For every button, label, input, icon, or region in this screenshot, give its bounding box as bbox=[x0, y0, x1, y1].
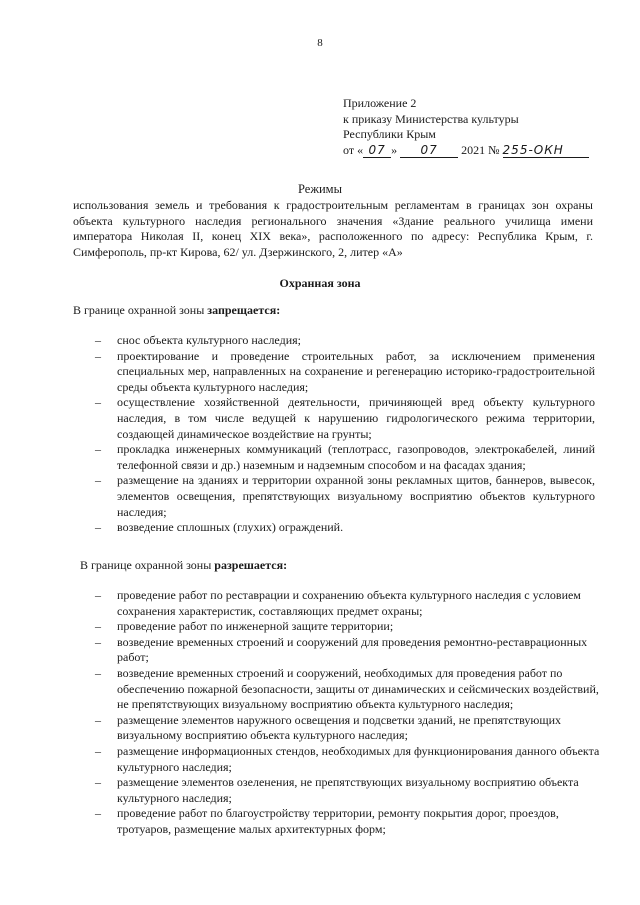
appendix-block bbox=[343, 96, 589, 158]
list-item-text: проведение работ по благоустройству территории, ремонту покрытия дорог, проездов, тротуаров, размещение малых архитектурных форм; bbox=[117, 806, 559, 836]
prohibited-list bbox=[95, 333, 595, 536]
list-item-text: размещение элементов наружного освещения и подсветки зданий, не препятствующих визуальному восприятию объекта культурного наследия; bbox=[117, 712, 561, 743]
dash-bullet: – bbox=[95, 634, 101, 649]
list-item-text: проведение работ по реставрации и сохранению объекта культурного наследия с условием сохранения характеристик, составляющих предмет охраны; bbox=[117, 588, 581, 618]
list-item-text: размещение на зданиях и территории охранной зоны рекламных щитов, баннеров, вывесок, элементов освещения, препятствующих визуальному восприятию объектов культурного наследия; bbox=[117, 473, 595, 519]
prohibited-lead bbox=[73, 303, 280, 318]
dash-bullet: – bbox=[95, 619, 101, 634]
prohibited-lead-text: В границе охранной зоны bbox=[73, 303, 208, 317]
allowed-lead bbox=[80, 558, 287, 573]
dash-bullet: – bbox=[95, 348, 101, 363]
allowed-list bbox=[95, 588, 600, 838]
list-item-text: осуществление хозяйственной деятельности, причиняющей вред объекту культурного наследия, в том числе ведущей к нарушению гидрологического режима территории, создающей динамическое воздействие на грунты; bbox=[117, 395, 595, 441]
list-item bbox=[95, 588, 600, 619]
list-item-text: проведение работ по инженерной защите территории; bbox=[117, 619, 394, 634]
list-item bbox=[95, 806, 600, 837]
prohibited-lead-bold: запрещается: bbox=[207, 303, 281, 317]
list-item bbox=[95, 744, 600, 775]
list-item-text: возведение временных строений и сооружений для проведения ремонтно-реставрационных работ; bbox=[117, 634, 588, 665]
list-item bbox=[95, 713, 600, 744]
date-year: 2021 № bbox=[461, 142, 500, 157]
list-item bbox=[95, 473, 595, 520]
dash-bullet: – bbox=[95, 743, 101, 758]
intro-paragraph: использования земель и требования к градостроительным регламентам в границах зон охраны объекта культурного наследия регионального значения «Здание реального училища имени императора Николая II, конец XIX века», расположенного по адресу: Республика Крым, г. Симферополь, пр-кт Кирова, 62/ ул. Дзержинского, 2, литер «А» bbox=[73, 198, 593, 259]
dash-bullet: – bbox=[95, 520, 101, 535]
dash-bullet: – bbox=[95, 775, 101, 790]
appendix-line-1: Приложение 2 bbox=[343, 96, 417, 110]
dash-bullet: – bbox=[95, 712, 101, 727]
list-item bbox=[95, 395, 595, 442]
list-item bbox=[95, 619, 600, 635]
date-prefix: от « bbox=[343, 142, 364, 157]
document-title: Режимы bbox=[298, 182, 342, 196]
list-item-text: снос объекта культурного наследия; bbox=[117, 333, 301, 347]
list-item-text: прокладка инженерных коммуникаций (теплотрасс, газопроводов, электрокабелей, линий телефонной связи и др.) наземным и надземным способом и на фасадах здания; bbox=[117, 442, 595, 472]
list-item-text: возведение временных строений и сооружений, необходимых для проведения работ по обеспечению пожарной безопасности, защиты от динамических и сейсмических воздействий, не препятствующих визуальному восприятию объекта культурного наследия; bbox=[117, 665, 599, 712]
list-item-text: проектирование и проведение строительных работ, за исключением применения специальных мер, направленных на сохранение и регенерацию историко-градостроительной среды объекта культурного наследия; bbox=[117, 348, 595, 394]
appendix-line-3: Республики Крым bbox=[343, 127, 436, 141]
date-month: 07 bbox=[400, 144, 458, 158]
dash-bullet: – bbox=[95, 473, 101, 488]
date-day: 07 bbox=[363, 144, 391, 158]
list-item bbox=[95, 349, 595, 396]
dash-bullet: – bbox=[95, 395, 101, 410]
dash-bullet: – bbox=[95, 665, 101, 680]
list-item bbox=[95, 442, 595, 473]
dash-bullet: – bbox=[95, 333, 101, 347]
list-item bbox=[95, 333, 595, 349]
allowed-lead-text: В границе охранной зоны bbox=[80, 558, 215, 572]
dash-bullet: – bbox=[95, 806, 101, 821]
appendix-date-line bbox=[343, 143, 589, 159]
list-item-text: размещение элементов озеленения, не препятствующих визуальному восприятию объекта культурного наследия; bbox=[117, 775, 579, 805]
dash-bullet: – bbox=[95, 588, 101, 602]
list-item-text: возведение сплошных (глухих) ограждений. bbox=[117, 520, 344, 535]
list-item bbox=[95, 520, 595, 536]
list-item bbox=[95, 775, 600, 806]
allowed-lead-bold: разрешается: bbox=[214, 558, 288, 572]
section-heading: Охранная зона bbox=[279, 276, 361, 290]
date-mid: » bbox=[391, 142, 398, 157]
dash-bullet: – bbox=[95, 442, 101, 457]
list-item bbox=[95, 666, 600, 713]
appendix-line-2: к приказу Министерства культуры bbox=[343, 111, 519, 126]
order-number: 255-ОКН bbox=[503, 144, 589, 158]
list-item-text: размещение информационных стендов, необходимых для функционирования данного объекта культурного наследия; bbox=[117, 743, 600, 774]
page-number: 8 bbox=[317, 37, 323, 49]
list-item bbox=[95, 635, 600, 666]
